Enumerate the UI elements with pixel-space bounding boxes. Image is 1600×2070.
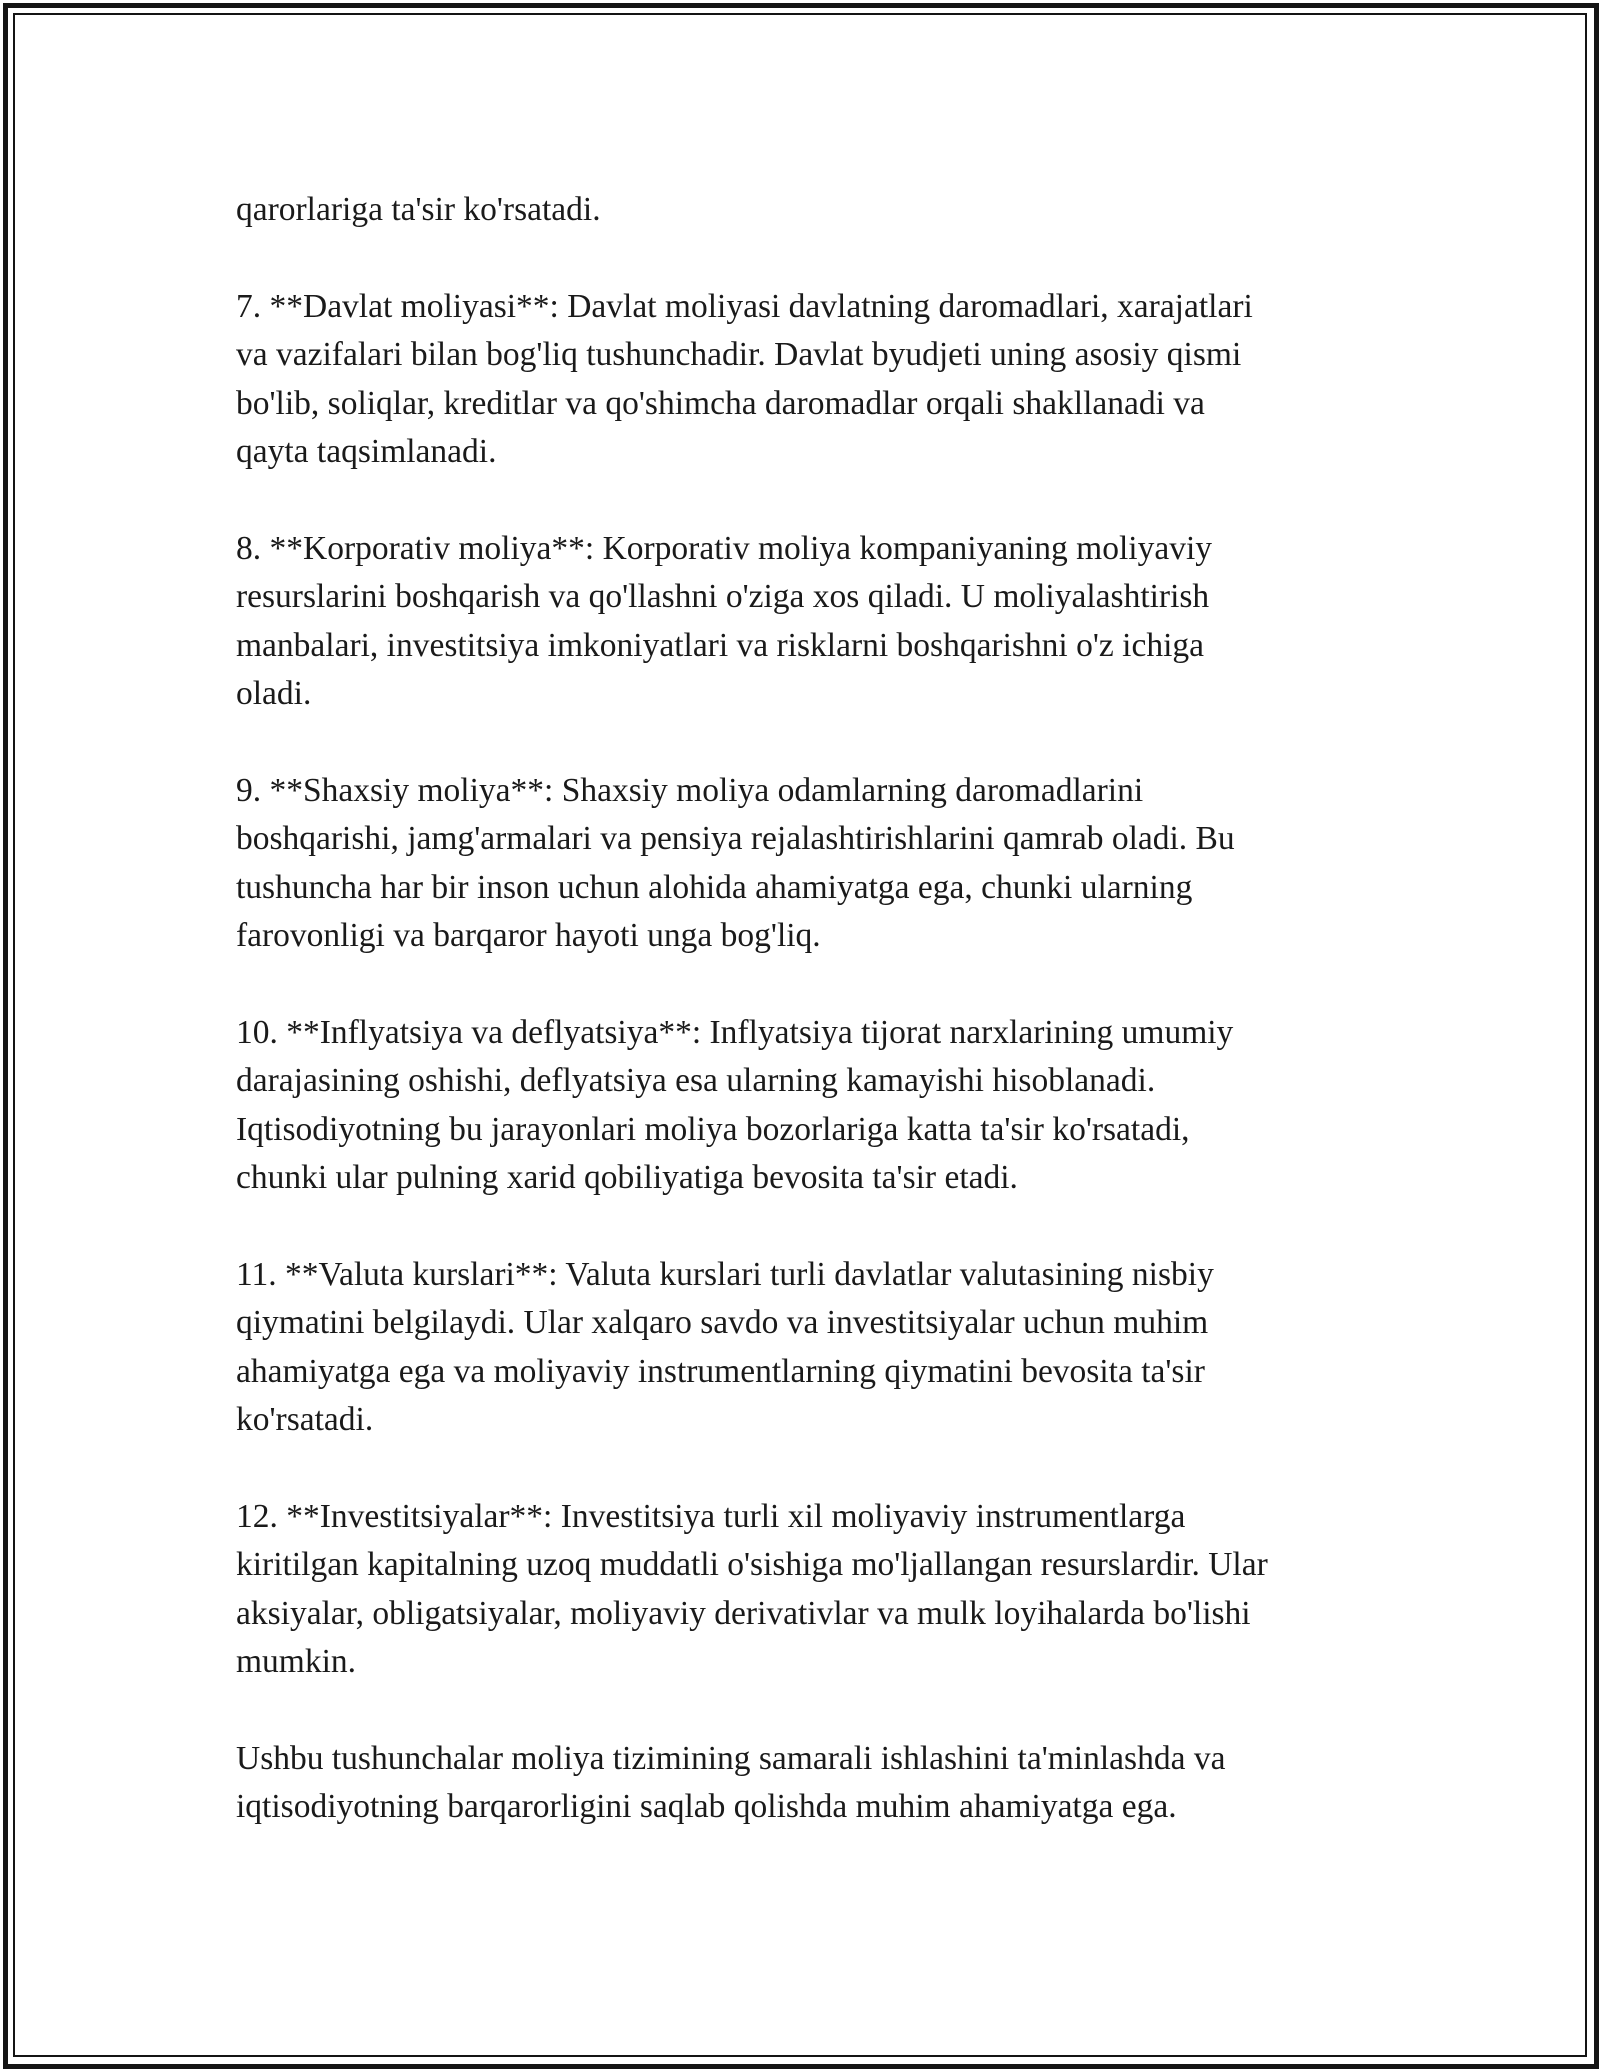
- paragraph-valuta-kurslari: 11. **Valuta kurslari**: Valuta kurslari turli davlatlar valutasining nisbiy qiymatini belgilaydi. Ular xalqaro savdo va investitsiyalar uchun muhim ahamiyatga ega va moliyaviy instrumentlarning qiymatini bevosita ta'sir ko'rsatadi.: [236, 1255, 1214, 1438]
- paragraph-inflyatsiya: 10. **Inflyatsiya va deflyatsiya**: Inflyatsiya tijorat narxlarining umumiy darajasining oshishi, deflyatsiya esa ularning kamayishi hisoblanadi. Iqtisodiyotning bu jarayonlari moliya bozorlariga katta ta'sir ko'rsatadi, chunki ular pulning xarid qobiliyatiga bevosita ta'sir etadi.: [236, 1013, 1234, 1196]
- document-body: [236, 186, 1376, 1880]
- paragraph-shaxsiy-moliya: 9. **Shaxsiy moliya**: Shaxsiy moliya odamlarning daromadlarini boshqarishi, jamg'armalari va pensiya rejalashtirishlarini qamrab oladi. Bu tushuncha har bir inson uchun alohida ahamiyatga ega, chunki ularning farovonligi va barqaror hayoti unga bog'liq.: [236, 771, 1235, 954]
- paragraph-conclusion: Ushbu tushunchalar moliya tizimining samarali ishlashini ta'minlashda va iqtisodiyotning barqarorligini saqlab qolishda muhim ahamiyatga ega.: [236, 1739, 1226, 1825]
- paragraph-investitsiyalar: 12. **Investitsiyalar**: Investitsiya turli xil moliyaviy instrumentlarga kiritilgan kapitalning uzoq muddatli o'sishiga mo'ljallangan resurslardir. Ular aksiyalar, obligatsiyalar, moliyaviy derivativlar va mulk loyihalarda bo'lishi mumkin.: [236, 1497, 1268, 1680]
- paragraph-continuation: qarorlariga ta'sir ko'rsatadi.: [236, 191, 601, 228]
- paragraph-davlat-moliyasi: 7. **Davlat moliyasi**: Davlat moliyasi davlatning daromadlari, xarajatlari va vazifalari bilan bog'liq tushunchadir. Davlat byudjeti uning asosiy qismi bo'lib, soliqlar, kreditlar va qo'shimcha daromadlar orqali shakllanadi va qayta taqsimlanadi.: [236, 287, 1253, 470]
- paragraph-korporativ-moliya: 8. **Korporativ moliya**: Korporativ moliya kompaniyaning moliyaviy resurslarini boshqarish va qo'llashni o'ziga xos qiladi. U moliyalashtirish manbalari, investitsiya imkoniyatlari va risklarni boshqarishni o'z ichiga oladi.: [236, 529, 1212, 712]
